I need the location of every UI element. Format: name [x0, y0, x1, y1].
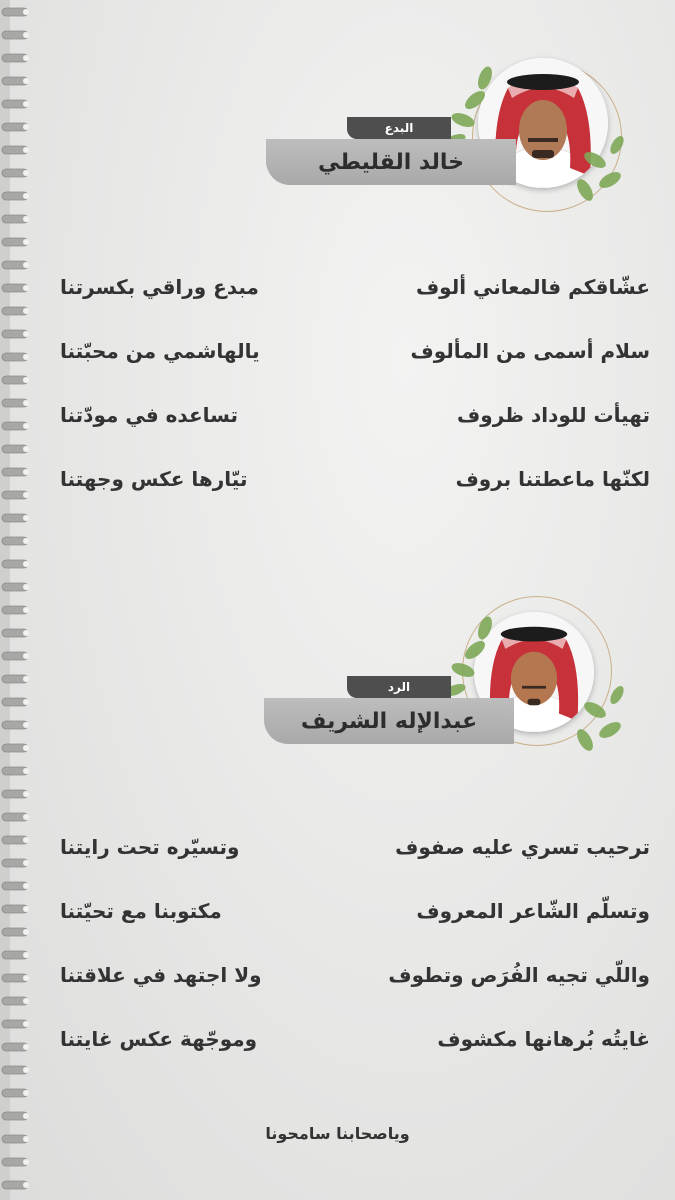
verse-first-hemistich: عشّاقكم فالمعاني ألوف — [415, 275, 650, 299]
verse-first-hemistich: واللّي تجيه الفُرَص وتطوف — [388, 963, 650, 987]
binding-hole — [23, 975, 29, 981]
footer-note: وياصحابنا سامحونا — [265, 1124, 410, 1143]
binding-hole — [23, 998, 29, 1004]
binding-hole — [23, 814, 29, 820]
verse-row — [60, 383, 650, 447]
role-label: البدع — [347, 117, 451, 139]
binding-hole — [23, 423, 29, 429]
role-label: الرد — [347, 676, 451, 698]
verse-row — [60, 943, 650, 1007]
verse-row — [60, 815, 650, 879]
verse-second-hemistich: ولا اجتهد في علاقتنا — [60, 963, 262, 987]
binding-hole — [23, 262, 29, 268]
leaf-decoration-icon — [430, 40, 640, 220]
verse-row — [60, 255, 650, 319]
verse-row — [60, 879, 650, 943]
verse-first-hemistich: تهيأت للوداد ظروف — [457, 403, 650, 427]
binding-hole — [23, 860, 29, 866]
verse-row — [60, 447, 650, 511]
binding-hole — [23, 1159, 29, 1165]
poet-name: خالد القليطي — [266, 139, 516, 185]
verse-second-hemistich: تساعده في مودّتنا — [60, 403, 239, 427]
binding-hole — [23, 515, 29, 521]
binding-hole — [23, 354, 29, 360]
verse-first-hemistich: غايتُه بُرهانها مكشوف — [437, 1027, 650, 1051]
poet-name: عبدالإله الشريف — [264, 698, 514, 744]
binding-hole — [23, 1182, 29, 1188]
poem-2 — [60, 815, 650, 1071]
verse-second-hemistich: تيّارها عكس وجهتنا — [60, 467, 248, 491]
binding-hole — [23, 906, 29, 912]
binding-hole — [23, 469, 29, 475]
verse-second-hemistich: مكتوبنا مع تحيّتنا — [60, 899, 222, 923]
verse-second-hemistich: وموجّهة عكس غايتنا — [60, 1027, 258, 1051]
binding-hole — [23, 952, 29, 958]
binding-hole — [23, 400, 29, 406]
verse-second-hemistich: وتسيّره تحت رايتنا — [60, 835, 240, 859]
binding-hole — [23, 308, 29, 314]
verse-second-hemistich: مبدع وراقي بكسرتنا — [60, 275, 259, 299]
verse-row — [60, 319, 650, 383]
verse-first-hemistich: لكنّها ماعطتنا بروف — [455, 467, 650, 491]
binding-hole — [23, 446, 29, 452]
verse-second-hemistich: يالهاشمي من محبّتنا — [60, 339, 260, 363]
binding-hole — [23, 492, 29, 498]
binding-hole — [23, 377, 29, 383]
verse-first-hemistich: ترحيب تسري عليه صفوف — [395, 835, 650, 859]
poem-1 — [60, 255, 650, 511]
binding-hole — [23, 883, 29, 889]
binding-hole — [23, 1021, 29, 1027]
poet-1-header — [0, 0, 675, 230]
verse-first-hemistich: سلام أسمى من المألوف — [410, 339, 650, 363]
binding-hole — [23, 331, 29, 337]
verse-first-hemistich: وتسلّم الشّاعر المعروف — [416, 899, 650, 923]
binding-hole — [23, 239, 29, 245]
verse-row — [60, 1007, 650, 1071]
binding-hole — [23, 1113, 29, 1119]
binding-hole — [23, 285, 29, 291]
binding-hole — [23, 561, 29, 567]
poet-2-header — [0, 590, 675, 790]
binding-hole — [23, 1067, 29, 1073]
binding-hole — [23, 929, 29, 935]
binding-hole — [23, 538, 29, 544]
binding-hole — [23, 1044, 29, 1050]
binding-hole — [23, 837, 29, 843]
binding-hole — [23, 791, 29, 797]
binding-hole — [23, 1090, 29, 1096]
